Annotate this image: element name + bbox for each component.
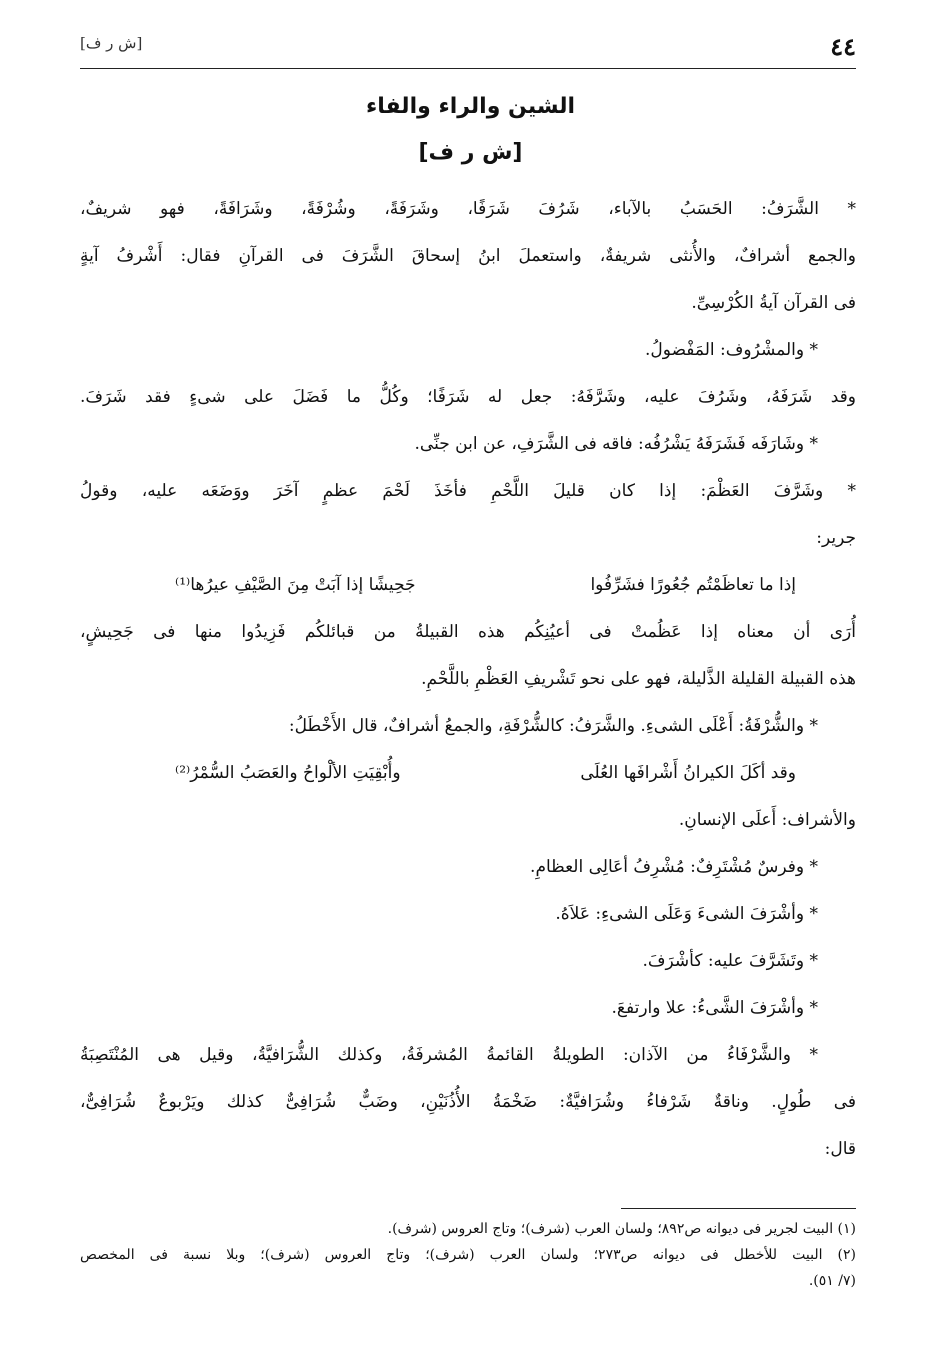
entry-body [80, 186, 856, 1173]
text-line: * والمشْرُوف: المَفْضولُ. [645, 340, 818, 360]
verse-hemistich: إذا ما تعاظَمْتُم جُعُورًا فشَرِّفُوا [590, 575, 796, 595]
footnote: (٢) البيت للأخطل فى ديوانه ص٢٧٣؛ ولسان العرب (شرف)؛ وتاج العروس (شرف)؛ وبلا نسبة فى المخصص [80, 1247, 856, 1263]
text-line: * والشَّرْفَاءُ من الآذان: الطويلةُ القائمةُ المُشرفَةُ، وكذلك الشُّرَافيَّةُ، وقيل هى المُنْتَصِبَةُ [80, 1045, 818, 1065]
page-header [80, 30, 856, 68]
text-line: هذه القبيلة القليلة الذَّليلة، فهو على نحو تَشْريفِ العَظْمِ باللَّحْمِ. [421, 669, 856, 689]
page-number: ٤٤ [830, 32, 856, 61]
text-line: * والشُّرْفَةُ: أَعْلَى الشىءِ. والشَّرَفُ: كالشُّرْفَةِ، والجمعُ أشرافٌ، قال الأَخْطَلُ: [288, 716, 818, 736]
text-line: فى طُولٍ. وناقةٌ شَرْفاءُ وشُرَافيَّةٌ: ضَخْمَةُ الأُذُنَيْنِ، وضَبٌّ شُرَافِىٌّ كذلك ويَرْبوعٌ شُرَافِىٌّ، [80, 1092, 856, 1112]
verse-hemistich: وقد أكَلَ الكيرانُ أَشْرافَها العُلَى [580, 763, 796, 783]
text-line: * وشَرَّفَ العَظْمَ: إذا كان قليلَ اللَّحْمِ فأخَذَ لَحْمَ عظمٍ آخَرَ ووَضَعَه عليه، وقولُ [80, 481, 856, 501]
footnote: (١) البيت لجرير فى ديوانه ص٨٩٢؛ ولسان العرب (شرف)؛ وتاج العروس (شرف). [387, 1221, 856, 1237]
verse-hemistich: جَحِيشًا إذا آبَتْ مِنَ الصَّيْفِ عيرُها⁽¹⁾ [175, 575, 416, 595]
text-line: والأشراف: أَعلَى الإنسانِ. [678, 810, 856, 830]
poetry-verse [80, 562, 856, 609]
text-line: * وشَارَفَه فَشَرَفَهُ يَشْرُفُه: فاقه فى الشَّرَفِ، عن ابن جنِّى. [414, 434, 818, 454]
footnote-continuation: (٧/ ٥١). [808, 1273, 856, 1289]
text-line: * وفرسٌ مُشْتَرِفٌ: مُشْرِفُ أعَالِى العظامِ. [530, 857, 818, 877]
text-line: أُرَى أن معناه إذا عَظُمتْ فى أعيُنِكُم هذه القبيلةُ من قبائلكُم فَزِيدُوا منها فى جَحِيشٍ، [80, 622, 856, 642]
text-line: والجمع أشرافٌ، والأُنثى شريفةٌ، واستعملَ ابنُ إسحاقَ الشَّرَفَ فى القرآنِ فقال: أَشْرفُ آيةٍ [80, 246, 856, 266]
root-heading: [ش ر ف] [418, 140, 523, 165]
text-line: * وتَشَرَّفَ عليه: كأشْرَفَ. [642, 951, 818, 971]
header-divider [80, 68, 856, 69]
running-root-tag: [ش ر ف] [80, 34, 143, 52]
chapter-title: الشين والراء والفاء [365, 94, 576, 119]
text-line: وقد شَرَفَهُ، وشَرُفَ عليه، وشَرَّفَهُ: جعل له شَرَفًا؛ وكُلُّ ما فَضَلَ على شىءٍ فقد شَرَفَ. [80, 387, 856, 407]
verse-hemistich: وأُبْقِيَتِ الألْواحُ والعَصَبُ السُّمْرُ⁽²⁾ [175, 763, 401, 783]
text-line: * وأشْرَفَ الشَّىءُ: علا وارتفعَ. [611, 998, 818, 1018]
text-line: قال: [824, 1139, 856, 1159]
text-line: فى القرآن آيةُ الكُرْسِىِّ. [691, 293, 856, 313]
poetry-verse [80, 750, 856, 797]
text-line: * وأشْرَفَ الشىءَ وَعَلَى الشىءِ: عَلاَهُ. [555, 904, 818, 924]
text-line: جرير: [816, 528, 856, 548]
text-line: * الشَّرَفُ: الحَسَبُ بالآباء، شَرُفَ شَرَفًا، وشَرَفَةً، وشُرْفَةً، وشَرَافَةً، فهو شريفٌ، [80, 199, 856, 219]
footnotes [80, 1216, 856, 1294]
footnote-divider [621, 1208, 856, 1209]
